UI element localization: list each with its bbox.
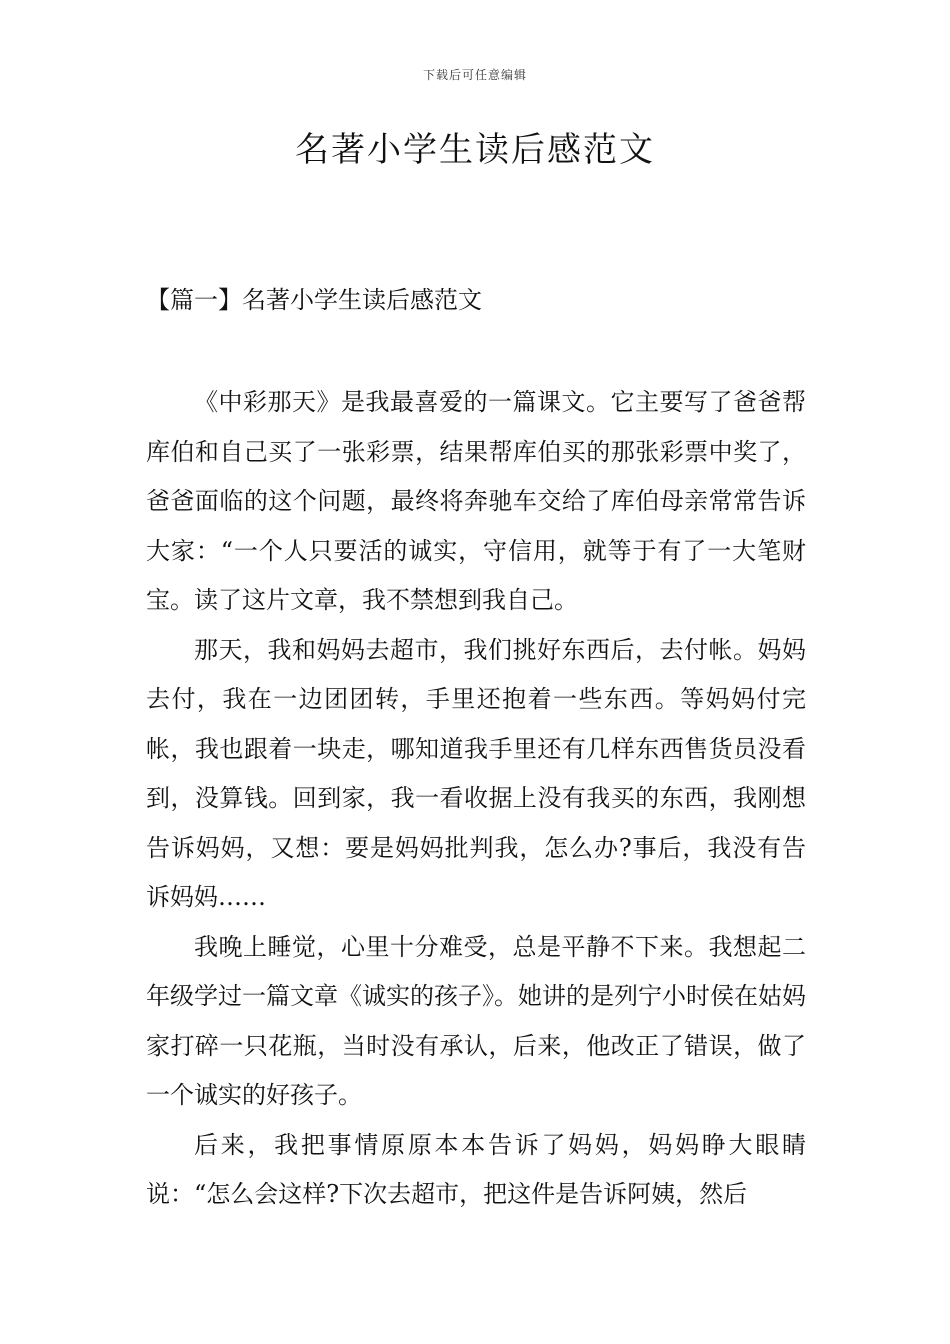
section-heading: 【篇一】名著小学生读后感范文	[146, 286, 482, 314]
article-body	[146, 378, 806, 1220]
header-note: 下载后可任意编辑	[422, 68, 527, 82]
paragraph: 后来，我把事情原原本本告诉了妈妈，妈妈睁大眼睛说：“怎么会这样?下次去超市，把这件是告诉阿姨，然后	[146, 1130, 806, 1208]
paragraph: 我晚上睡觉，心里十分难受，总是平静不下来。我想起二年级学过一篇文章《诚实的孩子》。她讲的是列宁小时侯在姑妈家打碎一只花瓶，当时没有承认，后来，他改正了错误，做了一个诚实的好孩子。	[146, 932, 806, 1109]
paragraph: 《中彩那天》是我最喜爱的一篇课文。它主要写了爸爸帮库伯和自己买了一张彩票，结果帮库伯买的那张彩票中奖了，爸爸面临的这个问题，最终将奔驰车交给了库伯母亲常常告诉大家：“一个人只要活的诚实，守信用，就等于有了一大笔财宝。读了这片文章，我不禁想到我自己。	[146, 388, 806, 614]
document-title: 名著小学生读后感范文	[295, 130, 655, 170]
paragraph: 那天，我和妈妈去超市，我们挑好东西后，去付帐。妈妈去付，我在一边团团转，手里还抱着一些东西。等妈妈付完帐，我也跟着一块走，哪知道我手里还有几样东西售货员没看到，没算钱。回到家，我一看收据上没有我买的东西，我刚想告诉妈妈，又想：要是妈妈批判我，怎么办?事后，我没有告诉妈妈……	[146, 635, 806, 911]
